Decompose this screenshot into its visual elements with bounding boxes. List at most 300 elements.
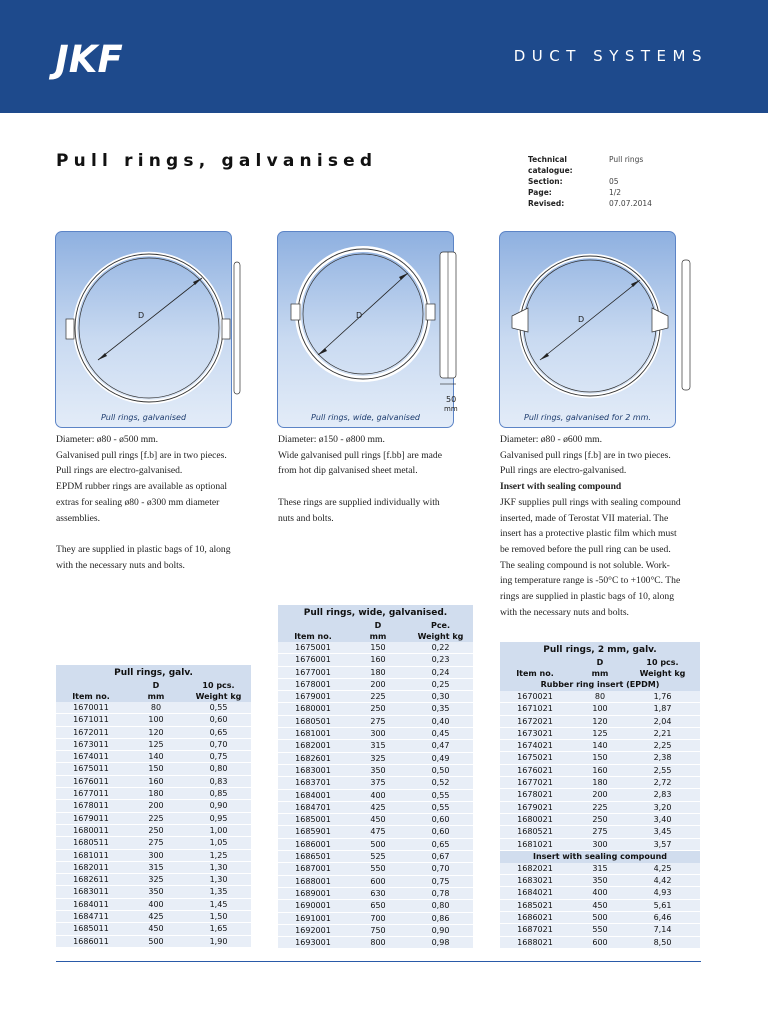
diameter-cell: 150 bbox=[148, 764, 164, 774]
table-header-row bbox=[500, 657, 700, 668]
diameter-cell: 375 bbox=[370, 778, 386, 788]
column-header: 10 pcs. bbox=[202, 681, 235, 690]
column-header: Item no. bbox=[516, 669, 554, 678]
item-number-cell: 1682001 bbox=[295, 741, 331, 751]
product-image-2mm-pull-ring bbox=[499, 231, 676, 428]
weight-cell: 0,45 bbox=[431, 729, 450, 739]
weight-cell: 2,83 bbox=[653, 790, 672, 800]
diameter-cell: 650 bbox=[370, 901, 386, 911]
diameter-cell: 300 bbox=[370, 729, 386, 739]
table-row bbox=[278, 765, 473, 777]
weight-cell: 0,55 bbox=[431, 790, 450, 800]
weight-cell: 0,95 bbox=[209, 813, 228, 823]
width-dimension-value: 50 bbox=[446, 395, 457, 404]
image-caption: Pull rings, galvanised bbox=[100, 413, 187, 422]
table-row bbox=[278, 740, 473, 752]
table-row bbox=[278, 802, 473, 814]
table-row bbox=[56, 763, 251, 775]
diameter-cell: 800 bbox=[370, 938, 386, 948]
weight-cell: 0,90 bbox=[431, 925, 450, 935]
item-number-cell: 1678001 bbox=[295, 679, 331, 689]
item-number-cell: 1688021 bbox=[517, 937, 553, 947]
table-row bbox=[278, 863, 473, 875]
diameter-cell: 180 bbox=[370, 667, 386, 677]
tagline: DUCT SYSTEMS bbox=[513, 47, 708, 65]
column-header: D bbox=[374, 621, 382, 630]
item-number-cell: 1689001 bbox=[295, 888, 331, 898]
table-pull-rings-galv bbox=[56, 665, 251, 948]
weight-cell: 0,22 bbox=[431, 643, 450, 652]
pull-ring-drawing bbox=[56, 232, 231, 427]
item-number-cell: 1684011 bbox=[73, 899, 109, 909]
catalogue-meta bbox=[528, 154, 652, 209]
table-row bbox=[278, 790, 473, 802]
table-pull-rings-wide bbox=[278, 605, 473, 949]
column-header: mm bbox=[147, 692, 165, 701]
item-number-cell: 1684711 bbox=[73, 912, 109, 922]
diameter-cell: 150 bbox=[370, 643, 386, 652]
diameter-cell: 325 bbox=[370, 753, 386, 763]
item-number-cell: 1690001 bbox=[295, 901, 331, 911]
item-number-cell: 1677001 bbox=[295, 667, 331, 677]
item-number-cell: 1682601 bbox=[295, 753, 331, 763]
item-number-cell: 1676001 bbox=[295, 655, 331, 665]
table-row bbox=[278, 667, 473, 679]
diameter-cell: 200 bbox=[148, 801, 164, 811]
table-title: Pull rings, galv. bbox=[56, 665, 251, 680]
weight-cell: 2,21 bbox=[653, 728, 672, 738]
weight-cell: 0,50 bbox=[431, 765, 450, 775]
diameter-cell: 200 bbox=[592, 790, 608, 800]
diameter-cell: 700 bbox=[370, 913, 386, 923]
column-header bbox=[278, 620, 348, 631]
table-section-heading: Insert with sealing compound bbox=[500, 851, 700, 863]
table-row bbox=[56, 936, 251, 948]
diameter-cell: 315 bbox=[592, 863, 608, 873]
item-number-cell: 1683011 bbox=[73, 887, 109, 897]
meta-row: Technical catalogue: Pull rings bbox=[528, 155, 644, 175]
item-number-cell: 1685021 bbox=[517, 900, 553, 910]
weight-cell: 1,45 bbox=[209, 899, 228, 909]
table-row bbox=[278, 900, 473, 912]
weight-cell: 0,40 bbox=[431, 716, 450, 726]
table-header-row bbox=[278, 631, 473, 642]
item-number-cell: 1675011 bbox=[73, 764, 109, 774]
weight-cell: 1,30 bbox=[209, 862, 228, 872]
diameter-cell: 425 bbox=[148, 912, 164, 922]
table-row bbox=[278, 839, 473, 851]
item-number-cell: 1686501 bbox=[295, 852, 331, 862]
table-title: Pull rings, 2 mm, galv. bbox=[500, 642, 700, 657]
table-row bbox=[56, 813, 251, 825]
weight-cell: 1,00 bbox=[209, 825, 228, 835]
weight-cell: 0,80 bbox=[431, 901, 450, 911]
table-row bbox=[500, 716, 700, 728]
weight-cell: 1,87 bbox=[653, 704, 672, 714]
table-row bbox=[56, 862, 251, 874]
diameter-cell: 350 bbox=[592, 876, 608, 886]
table-row bbox=[500, 728, 700, 740]
jkf-logo bbox=[55, 38, 147, 81]
table-row bbox=[278, 679, 473, 691]
table-header-row bbox=[278, 620, 473, 631]
diameter-cell: 750 bbox=[370, 925, 386, 935]
table-row bbox=[500, 863, 700, 875]
item-number-cell: 1682011 bbox=[73, 862, 109, 872]
weight-cell: 2,55 bbox=[653, 765, 672, 775]
item-number-cell: 1670021 bbox=[517, 692, 553, 701]
table-row bbox=[500, 691, 700, 703]
table-row bbox=[500, 875, 700, 887]
weight-cell: 3,45 bbox=[653, 827, 672, 837]
diameter-cell: 225 bbox=[370, 692, 386, 702]
header-banner bbox=[0, 0, 768, 113]
diameter-cell: 180 bbox=[592, 778, 608, 788]
table-row bbox=[278, 728, 473, 740]
column-header bbox=[500, 657, 570, 668]
diameter-cell: 300 bbox=[592, 839, 608, 849]
diameter-cell: 225 bbox=[148, 813, 164, 823]
diameter-cell: 250 bbox=[370, 704, 386, 714]
weight-cell: 0,65 bbox=[431, 839, 450, 849]
table-row bbox=[56, 874, 251, 886]
page-title: Pull rings, galvanised bbox=[56, 151, 378, 171]
diameter-cell: 125 bbox=[148, 739, 164, 749]
table-row bbox=[278, 826, 473, 838]
diameter-cell: 250 bbox=[592, 814, 608, 824]
table-row bbox=[278, 716, 473, 728]
weight-cell: 0,60 bbox=[431, 815, 450, 825]
item-number-cell: 1686001 bbox=[295, 839, 331, 849]
table-row bbox=[278, 913, 473, 925]
weight-cell: 3,57 bbox=[653, 839, 672, 849]
item-number-cell: 1692001 bbox=[295, 925, 331, 935]
weight-cell: 2,04 bbox=[653, 716, 672, 726]
svg-text:D: D bbox=[578, 315, 585, 324]
diameter-cell: 450 bbox=[370, 815, 386, 825]
diameter-cell: 600 bbox=[592, 937, 608, 947]
item-number-cell: 1682021 bbox=[517, 863, 553, 873]
item-number-cell: 1676011 bbox=[73, 776, 109, 786]
weight-cell: 0,55 bbox=[209, 703, 228, 712]
weight-cell: 4,42 bbox=[653, 876, 672, 886]
table-row bbox=[56, 911, 251, 923]
weight-cell: 0,47 bbox=[431, 741, 450, 751]
item-number-cell: 1686011 bbox=[73, 936, 109, 946]
svg-text:D: D bbox=[356, 311, 363, 320]
item-number-cell: 1672011 bbox=[73, 727, 109, 737]
subheading-sealing-compound: Insert with sealing compound bbox=[500, 481, 622, 493]
item-number-cell: 1679001 bbox=[295, 692, 331, 702]
table-row bbox=[500, 814, 700, 826]
item-number-cell: 1674011 bbox=[73, 752, 109, 762]
weight-cell: 0,86 bbox=[431, 913, 450, 923]
column-header: Item no. bbox=[294, 632, 332, 641]
item-number-cell: 1673021 bbox=[517, 728, 553, 738]
table-row bbox=[500, 924, 700, 936]
weight-cell: 1,30 bbox=[209, 875, 228, 885]
item-number-cell: 1687001 bbox=[295, 864, 331, 874]
table-row bbox=[500, 900, 700, 912]
table-row bbox=[500, 937, 700, 949]
table-title: Pull rings, wide, galvanised. bbox=[278, 605, 473, 620]
item-number-cell: 1684701 bbox=[295, 802, 331, 812]
item-number-cell: 1675001 bbox=[295, 643, 331, 652]
weight-cell: 0,55 bbox=[431, 802, 450, 812]
weight-cell: 0,23 bbox=[431, 655, 450, 665]
item-number-cell: 1683021 bbox=[517, 876, 553, 886]
table-row bbox=[500, 826, 700, 838]
item-number-cell: 1688001 bbox=[295, 876, 331, 886]
weight-cell: 1,05 bbox=[209, 838, 228, 848]
diameter-cell: 160 bbox=[148, 776, 164, 786]
weight-cell: 0,70 bbox=[209, 739, 228, 749]
table-row bbox=[278, 876, 473, 888]
table-row bbox=[278, 654, 473, 666]
table-row bbox=[56, 923, 251, 935]
image-caption: Pull rings, wide, galvanised bbox=[311, 413, 420, 422]
item-number-cell: 1680521 bbox=[517, 827, 553, 837]
width-dimension-unit: mm bbox=[444, 405, 458, 413]
diameter-cell: 550 bbox=[592, 925, 608, 935]
diameter-cell: 160 bbox=[370, 655, 386, 665]
diameter-cell: 150 bbox=[592, 753, 608, 763]
weight-cell: 0,35 bbox=[431, 704, 450, 714]
table-row bbox=[278, 925, 473, 937]
table-row bbox=[56, 739, 251, 751]
column-header: D bbox=[596, 658, 604, 667]
item-number-cell: 1678021 bbox=[517, 790, 553, 800]
weight-cell: 7,14 bbox=[653, 925, 672, 935]
description-2mm-pull-rings: Diameter: ø80 - ø600 mm. Galvanised pull rings [f.b] are in two pieces. Pull rings are electro-galvanised. Insert with sealing compound JKF supplies pull rings with sealing compound inserted, made of Terostat VII material. The insert has a protective plastic film which must be removed before the pull ring can be used. The sealing compound is not soluble. Work- ing temperature range is -50°C to +100°C. The rings are supplied in plastic bags of 10, along with the necessary nuts and bolts. bbox=[500, 432, 715, 620]
column-header: 10 pcs. bbox=[646, 658, 679, 667]
weight-cell: 2,38 bbox=[653, 753, 672, 763]
item-number-cell: 1677011 bbox=[73, 789, 109, 799]
item-number-cell: 1685901 bbox=[295, 827, 331, 837]
diameter-cell: 275 bbox=[148, 838, 164, 848]
table-pull-rings-2mm bbox=[500, 642, 700, 949]
diameter-cell: 350 bbox=[370, 765, 386, 775]
diameter-cell: 475 bbox=[370, 827, 386, 837]
diameter-cell: 80 bbox=[594, 692, 606, 701]
item-number-cell: 1691001 bbox=[295, 913, 331, 923]
table-row bbox=[56, 702, 251, 714]
diameter-cell: 550 bbox=[370, 864, 386, 874]
2mm-pull-ring-drawing bbox=[500, 232, 675, 427]
diameter-cell: 325 bbox=[148, 875, 164, 885]
diameter-cell: 100 bbox=[148, 715, 164, 725]
weight-cell: 6,46 bbox=[653, 913, 672, 923]
weight-cell: 8,50 bbox=[653, 937, 672, 947]
weight-cell: 2,72 bbox=[653, 778, 672, 788]
table-row bbox=[278, 753, 473, 765]
column-header: Weight kg bbox=[417, 632, 464, 641]
table-row bbox=[500, 752, 700, 764]
footer-divider bbox=[56, 961, 701, 962]
item-number-cell: 1683001 bbox=[295, 765, 331, 775]
table-row bbox=[56, 850, 251, 862]
item-number-cell: 1693001 bbox=[295, 938, 331, 948]
item-number-cell: 1673011 bbox=[73, 739, 109, 749]
column-header: Item no. bbox=[72, 692, 110, 701]
weight-cell: 1,25 bbox=[209, 850, 228, 860]
item-number-cell: 1672021 bbox=[517, 716, 553, 726]
table-row bbox=[56, 727, 251, 739]
table-row bbox=[500, 839, 700, 851]
weight-cell: 0,80 bbox=[209, 764, 228, 774]
weight-cell: 0,60 bbox=[209, 715, 228, 725]
table-row bbox=[56, 886, 251, 898]
table-row bbox=[278, 703, 473, 715]
item-number-cell: 1684021 bbox=[517, 888, 553, 898]
diameter-cell: 400 bbox=[148, 899, 164, 909]
table-header-row bbox=[56, 680, 251, 691]
diameter-cell: 140 bbox=[592, 741, 608, 751]
column-header: Weight kg bbox=[195, 692, 242, 701]
product-image-wide-pull-ring bbox=[277, 231, 458, 428]
weight-cell: 0,65 bbox=[209, 727, 228, 737]
diameter-cell: 400 bbox=[370, 790, 386, 800]
table-row bbox=[56, 825, 251, 837]
weight-cell: 0,75 bbox=[209, 752, 228, 762]
weight-cell: 0,85 bbox=[209, 789, 228, 799]
diameter-cell: 140 bbox=[148, 752, 164, 762]
table-row bbox=[56, 776, 251, 788]
weight-cell: 0,25 bbox=[431, 679, 450, 689]
table-row bbox=[500, 789, 700, 801]
weight-cell: 2,25 bbox=[653, 741, 672, 751]
weight-cell: 1,65 bbox=[209, 924, 228, 934]
diameter-cell: 450 bbox=[592, 900, 608, 910]
weight-cell: 5,61 bbox=[653, 900, 672, 910]
diameter-cell: 80 bbox=[150, 703, 162, 712]
diameter-cell: 200 bbox=[370, 679, 386, 689]
weight-cell: 0,78 bbox=[431, 888, 450, 898]
column-header bbox=[56, 680, 126, 691]
weight-cell: 0,98 bbox=[431, 938, 450, 948]
item-number-cell: 1671011 bbox=[73, 715, 109, 725]
diameter-cell: 225 bbox=[592, 802, 608, 812]
table-row bbox=[56, 788, 251, 800]
table-row bbox=[500, 765, 700, 777]
table-row bbox=[56, 899, 251, 911]
table-row bbox=[500, 703, 700, 715]
description-pull-rings: Diameter: ø80 - ø500 mm. Galvanised pull rings [f.b] are in two pieces. Pull rings are electro-galvanised. EPDM rubber rings are available as optional extras for sealing ø80 - ø300 mm diameter assemblies. They are supplied in plastic bags of 10, along with the necessary nuts and bolts. bbox=[56, 434, 231, 571]
item-number-cell: 1684001 bbox=[295, 790, 331, 800]
diameter-cell: 500 bbox=[148, 936, 164, 946]
table-row bbox=[56, 800, 251, 812]
table-header-row bbox=[500, 668, 700, 679]
diameter-cell: 315 bbox=[370, 741, 386, 751]
item-number-cell: 1680511 bbox=[73, 838, 109, 848]
item-number-cell: 1685001 bbox=[295, 815, 331, 825]
meta-row: Page: 1/2 bbox=[528, 188, 622, 197]
weight-cell: 1,35 bbox=[209, 887, 228, 897]
weight-cell: 0,24 bbox=[431, 667, 450, 677]
weight-cell: 1,50 bbox=[209, 912, 228, 922]
diameter-cell: 350 bbox=[148, 887, 164, 897]
item-number-cell: 1671021 bbox=[517, 704, 553, 714]
diameter-cell: 425 bbox=[370, 802, 386, 812]
diameter-cell: 450 bbox=[148, 924, 164, 934]
weight-cell: 0,67 bbox=[431, 852, 450, 862]
item-number-cell: 1686021 bbox=[517, 913, 553, 923]
weight-cell: 3,40 bbox=[653, 814, 672, 824]
weight-cell: 1,90 bbox=[209, 936, 228, 946]
item-number-cell: 1687021 bbox=[517, 925, 553, 935]
item-number-cell: 1674021 bbox=[517, 741, 553, 751]
table-row bbox=[278, 851, 473, 863]
item-number-cell: 1670011 bbox=[73, 703, 109, 712]
product-image-pull-ring bbox=[55, 231, 232, 428]
table-row bbox=[278, 937, 473, 949]
weight-cell: 0,83 bbox=[209, 776, 228, 786]
item-number-cell: 1680011 bbox=[73, 825, 109, 835]
table-row bbox=[278, 814, 473, 826]
weight-cell: 1,76 bbox=[653, 692, 672, 701]
item-number-cell: 1680001 bbox=[295, 704, 331, 714]
diameter-cell: 500 bbox=[592, 913, 608, 923]
weight-cell: 0,49 bbox=[431, 753, 450, 763]
weight-cell: 0,70 bbox=[431, 864, 450, 874]
diameter-cell: 500 bbox=[370, 839, 386, 849]
diameter-cell: 300 bbox=[148, 850, 164, 860]
logo-text: JKF bbox=[55, 38, 123, 81]
item-number-cell: 1677021 bbox=[517, 778, 553, 788]
item-number-cell: 1676021 bbox=[517, 765, 553, 775]
item-number-cell: 1679011 bbox=[73, 813, 109, 823]
diameter-cell: 400 bbox=[592, 888, 608, 898]
item-number-cell: 1685011 bbox=[73, 924, 109, 934]
diameter-cell: 100 bbox=[592, 704, 608, 714]
diameter-cell: 180 bbox=[148, 789, 164, 799]
diameter-cell: 120 bbox=[148, 727, 164, 737]
diameter-cell: 250 bbox=[148, 825, 164, 835]
table-row bbox=[56, 837, 251, 849]
table-row bbox=[278, 691, 473, 703]
table-row bbox=[500, 777, 700, 789]
weight-cell: 0,60 bbox=[431, 827, 450, 837]
item-number-cell: 1679021 bbox=[517, 802, 553, 812]
weight-cell: 0,30 bbox=[431, 692, 450, 702]
diameter-cell: 125 bbox=[592, 728, 608, 738]
table-row bbox=[278, 888, 473, 900]
column-header: Weight kg bbox=[639, 669, 686, 678]
table-row bbox=[56, 714, 251, 726]
item-number-cell: 1681011 bbox=[73, 850, 109, 860]
column-header: mm bbox=[591, 669, 609, 678]
table-row bbox=[56, 751, 251, 763]
weight-cell: 4,93 bbox=[653, 888, 672, 898]
description-wide-pull-rings: Diameter: ø150 - ø800 mm. Wide galvanised pull rings [f.bb] are made from hot dip galvanised sheet metal. These rings are supplied individually with nuts and bolts. bbox=[278, 434, 442, 524]
table-row bbox=[278, 777, 473, 789]
weight-cell: 0,75 bbox=[431, 876, 450, 886]
diameter-cell: 120 bbox=[592, 716, 608, 726]
meta-row: Revised: 07.07.2014 bbox=[528, 199, 652, 208]
table-row bbox=[500, 740, 700, 752]
item-number-cell: 1680501 bbox=[295, 716, 331, 726]
item-number-cell: 1682611 bbox=[73, 875, 109, 885]
diameter-cell: 630 bbox=[370, 888, 386, 898]
table-section-heading: Rubber ring insert (EPDM) bbox=[500, 679, 700, 691]
item-number-cell: 1678011 bbox=[73, 801, 109, 811]
table-row bbox=[278, 642, 473, 654]
table-row bbox=[500, 912, 700, 924]
meta-row: Section: 05 bbox=[528, 177, 619, 186]
table-row bbox=[500, 802, 700, 814]
diameter-cell: 275 bbox=[370, 716, 386, 726]
weight-cell: 4,25 bbox=[653, 863, 672, 873]
